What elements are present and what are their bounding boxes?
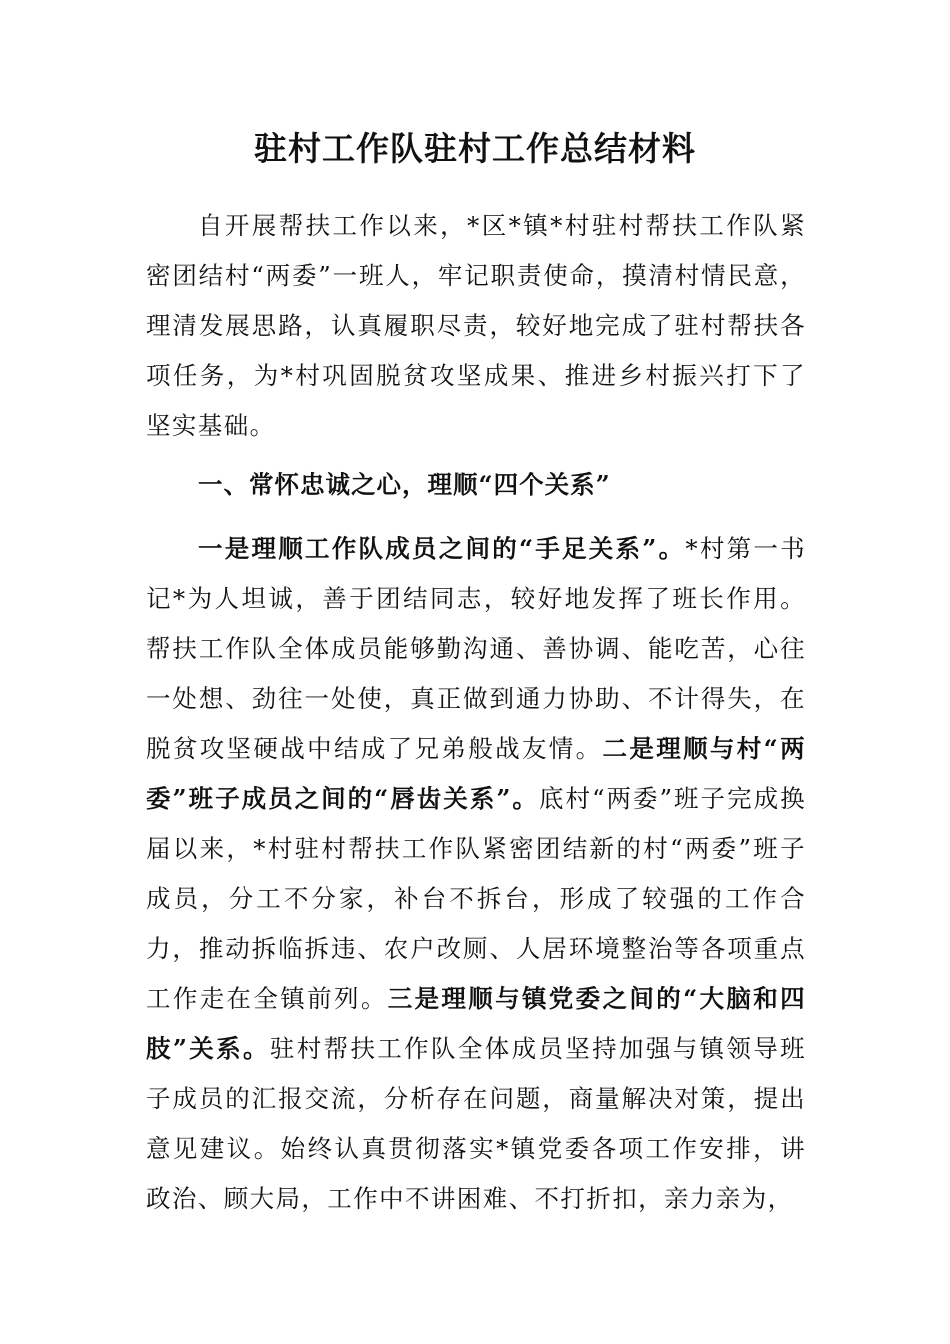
point2-text: 底村“两委”班子完成换届以来，*村驻村帮扶工作队紧密团结新的村“两委”班子成员，分工不分家，补台不拆台，形成了较强的工作合力，推动拆临拆违、农户改厕、人居环境整治等各项重点工作走在全镇前列。 <box>146 784 806 1013</box>
document-title: 驻村工作队驻村工作总结材料 <box>254 129 696 168</box>
point2-heading: 二是理顺与村“两委”班子成员之间的“唇齿关系”。 <box>146 734 806 813</box>
point1-text: *村第一书记*为人坦诚，善于团结同志，较好地发挥了班长作用。帮扶工作队全体成员能够勤沟通、善协调、能吃苦，心往一处想、劲往一处使，真正做到通力协助、不计得失，在脱贫攻坚硬战中结成了兄弟般战友情。 <box>146 534 806 763</box>
section-body-paragraph <box>146 524 806 1224</box>
point3-text: 驻村帮扶工作队全体成员坚持加强与镇领导班子成员的汇报交流，分析存在问题，商量解决对策，提出意见建议。始终认真贯彻落实*镇党委各项工作安排，讲政治、顾大局，工作中不讲困难、不打折扣，亲力亲为， <box>146 1034 807 1213</box>
point3-heading: 三是理顺与镇党委之间的“大脑和四肢”关系。 <box>146 984 806 1063</box>
intro-paragraph: 自开展帮扶工作以来，*区*镇*村驻村帮扶工作队紧密团结村“两委”一班人，牢记职责使命，摸清村情民意，理清发展思路，认真履职尽责，较好地完成了驻村帮扶各项任务，为*村巩固脱贫攻坚成果、推进乡村振兴打下了坚实基础。 <box>146 211 806 440</box>
point1-heading: 一是理顺工作队成员之间的“手足关系”。 <box>198 534 686 563</box>
section-heading: 一、常怀忠诚之心，理顺“四个关系” <box>198 470 611 499</box>
